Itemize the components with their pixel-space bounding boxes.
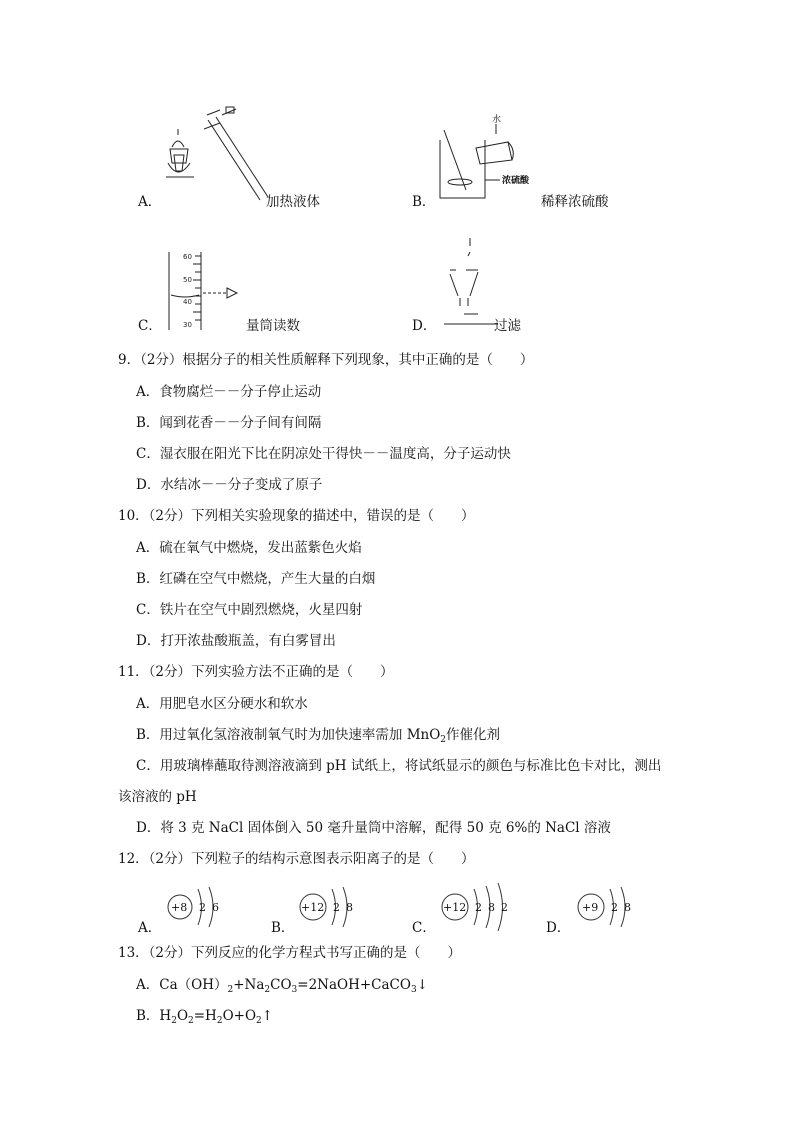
svg-text:2: 2 (611, 901, 618, 914)
question-13-option-a: A．$Ca(OH)_2+Na_2CO_3=2NaOH+CaCO_3↓$ (136, 977, 429, 995)
atom-a-diagram (165, 885, 235, 929)
question-12-stem: 12．（2分）下列粒子的结构示意图表示阳离子的是（ ） (118, 851, 475, 867)
atom-d-letter: D． (546, 920, 571, 936)
dilute-acid-illustration (430, 120, 540, 200)
figure-c-caption: 量筒读数 (246, 318, 300, 334)
question-9-stem: 9．（2分）根据分子的相关性质解释下列现象，其中正确的是（ ） (118, 352, 534, 368)
figure-c-letter: C． (138, 318, 162, 334)
question-10-option-b: B．红磷在空气中燃烧，产生大量的白烟 (136, 571, 376, 587)
figure-d-letter: D． (412, 318, 437, 334)
cylinder-illustration (165, 252, 255, 332)
question-11-option-b: B．用过氧化氢溶液制氧气时为加快速率需加 MnO$_2$作催化剂 (136, 727, 501, 745)
question-13-option-b: B．$H_2O_2=H_2O+O_2↑$ (136, 1008, 274, 1026)
figure-a-letter: A． (138, 194, 162, 210)
question-10-option-a: A．硫在氧气中燃烧，发出蓝紫色火焰 (136, 540, 362, 556)
question-9-option-c: C．湿衣服在阳光下比在阴凉处干得快－－温度高，分子运动快 (136, 446, 511, 462)
svg-text:8: 8 (346, 901, 353, 914)
svg-text:+12: +12 (443, 901, 467, 914)
atom-c-letter: C． (412, 920, 436, 936)
svg-text:+12: +12 (301, 901, 325, 914)
svg-text:2: 2 (333, 901, 340, 914)
question-10-option-c: C．铁片在空气中剧烈燃烧，火星四射 (136, 602, 363, 618)
acid-label: 浓硫酸 (502, 176, 530, 186)
tick-30: 30 (183, 321, 192, 329)
atom-b-diagram (298, 885, 368, 929)
svg-text:8: 8 (624, 901, 631, 914)
filtration-illustration (438, 236, 508, 331)
atom-c-diagram (440, 883, 530, 927)
figure-b-letter: B． (412, 194, 436, 210)
question-11-option-d: D．将 3 克 NaCl 固体倒入 50 毫升量筒中溶解，配得 50 克 6%的 NaCl 溶液 (136, 820, 611, 836)
svg-text:2: 2 (475, 901, 482, 914)
tick-40: 40 (183, 298, 192, 306)
water-label: 水 (492, 115, 502, 125)
atom-b-letter: B． (271, 920, 295, 936)
svg-text:8: 8 (488, 901, 495, 914)
question-11-option-c-line1: C．用玻璃棒蘸取待测溶液滴到 pH 试纸上，将试纸显示的颜色与标准比色卡对比，测出 (136, 758, 662, 774)
question-10-stem: 10．（2分）下列相关实验现象的描述中，错误的是（ ） (118, 508, 475, 524)
svg-text:+9: +9 (582, 901, 599, 914)
question-9-option-a: A．食物腐烂－－分子停止运动 (136, 384, 322, 400)
svg-text:6: 6 (212, 901, 219, 914)
svg-text:2: 2 (501, 901, 508, 914)
svg-text:+8: +8 (171, 901, 188, 914)
question-9-option-d: D．水结冰－－分子变成了原子 (136, 477, 323, 493)
heating-liquid-illustration (160, 105, 290, 205)
figure-d-caption: 过滤 (494, 318, 521, 334)
figure-a-caption: 加热液体 (266, 194, 320, 210)
question-13-stem: 13．（2分）下列反应的化学方程式书写正确的是（ ） (118, 945, 462, 961)
tick-60: 60 (183, 253, 192, 261)
question-9-option-b: B．闻到花香－－分子间有间隔 (136, 415, 322, 431)
atom-d-diagram (576, 885, 646, 929)
atom-a-letter: A． (138, 920, 162, 936)
svg-text:2: 2 (199, 901, 206, 914)
question-11-stem: 11．（2分）下列实验方法不正确的是（ ） (118, 664, 394, 680)
figure-b-caption: 稀释浓硫酸 (541, 194, 609, 210)
tick-50: 50 (183, 276, 192, 284)
question-10-option-d: D．打开浓盐酸瓶盖，有白雾冒出 (136, 633, 336, 649)
question-11-option-c-line2: 该溶液的 pH (118, 789, 197, 805)
question-11-option-a: A．用肥皂水区分硬水和软水 (136, 696, 308, 712)
